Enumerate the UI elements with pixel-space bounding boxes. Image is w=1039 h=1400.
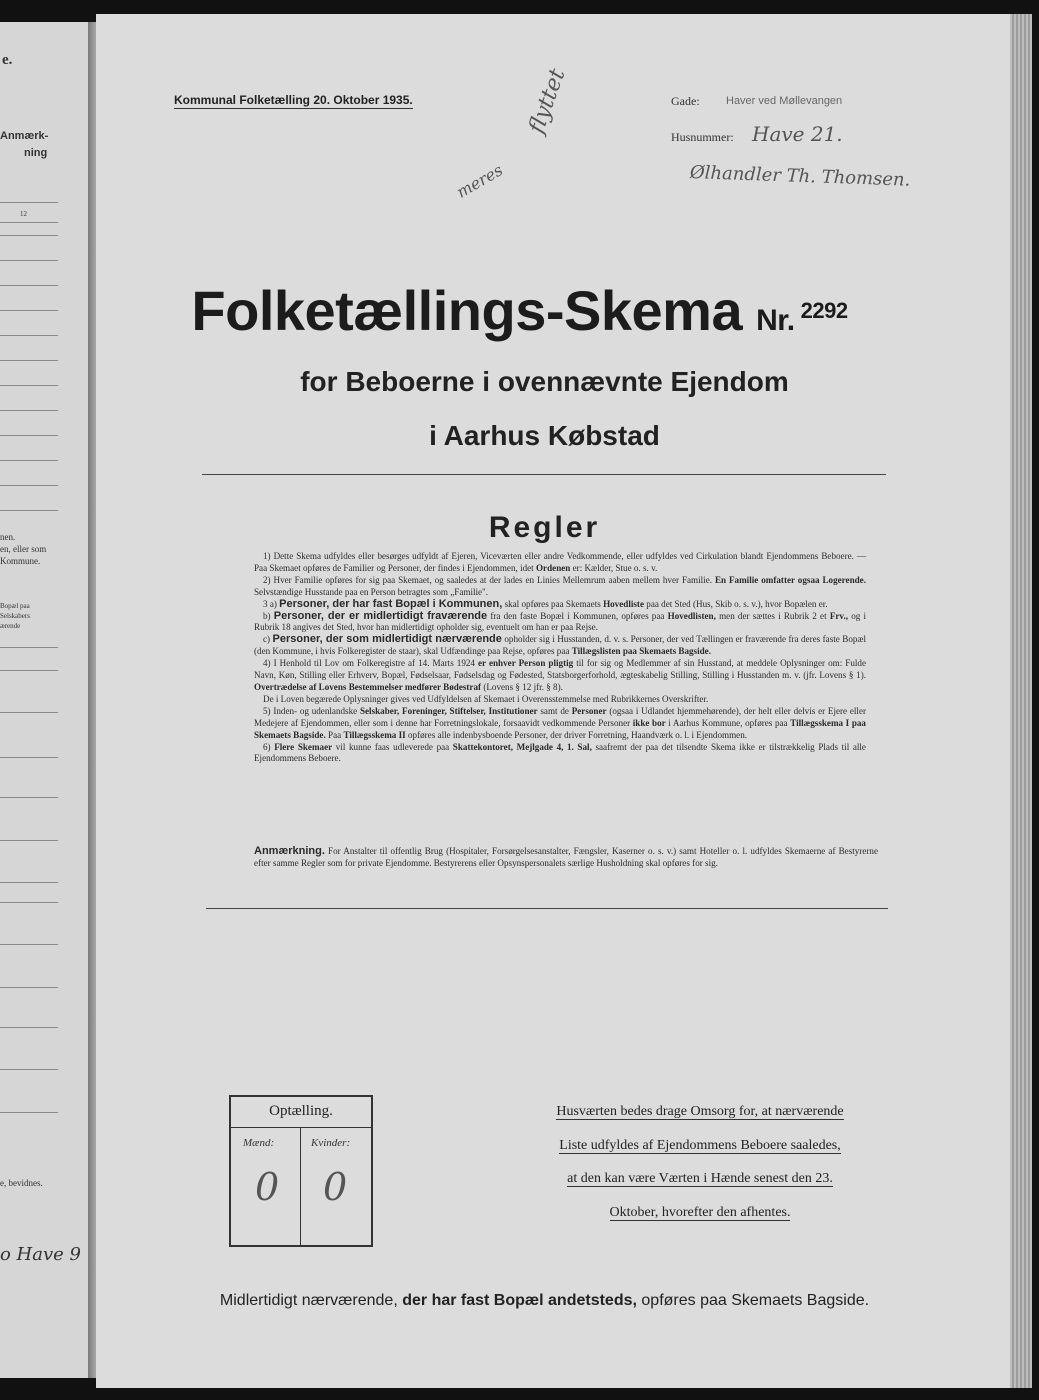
left-header-letter: e. <box>2 52 13 68</box>
form-nr-value: 2292 <box>800 298 848 323</box>
women-label: Kvinder: <box>311 1137 351 1149</box>
left-fragment: en, eller som <box>0 544 47 554</box>
street-value: Haver ved Møllevangen <box>726 95 843 107</box>
form-subtitle: for Beboerne i ovennævnte Ejendom <box>300 366 789 397</box>
rule-4-cont: De i Loven begærede Oplysninger gives ved Udfyldelsen af Skemaet i Overensstemmelse med Rubrikkernes Overskrifter. <box>263 693 709 704</box>
rule-3c: c) Personer, der som midlertidigt nærværende opholder sig i Husstanden, d. v. s. Personer, der ved Tællingen er fraværende fra deres faste Bopæl (den Kommune, i hvis Folkeregister de staar), skal Udfændinge paa Rejse, opføres paa Tillægslisten paa Skemaets Bagside. <box>254 633 867 657</box>
count-divider <box>300 1127 301 1245</box>
handwritten-meres: meres <box>453 160 507 202</box>
men-count: 0 <box>255 1165 280 1209</box>
count-divider <box>231 1127 371 1128</box>
rule-3a: 3 a) Personer, der har fast Bopæl i Kommunen, skal opføres paa Skemaets Hovedliste paa det Sted (Hus, Skib o. s. v.), hvor Bopælen er. <box>263 597 828 610</box>
remark-note <box>254 845 878 869</box>
form-subtitle-city: i Aarhus Købstad <box>429 420 660 451</box>
form-nr-label: Nr. <box>756 304 795 337</box>
divider <box>202 474 886 475</box>
rules-heading: Regler <box>488 511 601 544</box>
rules-body <box>254 551 866 765</box>
divider <box>206 908 888 909</box>
handwritten-owner: Ølhandler Th. Thomsen. <box>689 162 911 191</box>
left-fragment: nen. <box>0 532 16 542</box>
men-label: Mænd: <box>243 1137 275 1149</box>
left-handwriting: o Have 9 <box>0 1244 81 1265</box>
landlord-notice <box>524 1095 876 1229</box>
rule-1: 1) Dette Skema udfyldes eller besørges udfyldt af Ejeren, Viceværten eller andre Vedkommende, eller udfyldes ved Cirkulation blandt Ejendommens Beboere. — Paa Skemaet opføres de Familier og Personer, der findes i Ejendommen, idet Ordenen er: Kælder, Stue o. s. v. <box>254 551 866 573</box>
count-box <box>229 1095 373 1247</box>
rule-4: 4) I Henhold til Lov om Folkeregistre af 14. Marts 1924 er enhver Person pligtig til for sig og Medlemmer af sin Husstand, at meddele Oplysninger om: Fulde Navn, Køn, Stilling eller Erhverv, Bopæl, Fødselsaar, Fødselsdag og Fødested, Statsborgerforhold, ægteskabelig Stilling, Stilling i Husstanden m. v. (jfr. Lovens § 1). Overtrædelse af Lovens Bestemmelser medfører Bødestraf (Lovens § 12 jfr. § 8). <box>254 658 866 692</box>
landlord-line: Husværten bedes drage Omsorg for, at nærværende <box>556 1104 844 1119</box>
rule-6: 6) Flere Skemaer vil kunne faas udleverede paa Skattekontoret, Mejlgade 4, 1. Sal, saafremt der paa det tilsendte Skema ikke er tilstrækkelig Plads til alle Ejendommens Beboere. <box>254 741 866 764</box>
remark-label: Anmærkning. <box>254 845 325 857</box>
count-title: Optælling. <box>269 1103 333 1119</box>
landlord-line: Oktober, hvorefter den afhentes. <box>609 1204 791 1220</box>
left-fragment: e, bevidnes. <box>0 1178 43 1188</box>
house-number-label: Husnummer: <box>671 130 734 144</box>
left-fragment: ærende <box>0 622 21 630</box>
footer-note: Midlertidigt nærværende, der har fast Bopæl andetsteds, opføres paa Skemaets Bagside. <box>219 1292 870 1309</box>
rule-2: 2) Hver Familie opføres for sig paa Skemaet, og saaledes at der lades en Linies Mellemrum aaben mellem hver Familie. En Familie omfatter ogsaa Logerende. Selvstændige Husstande paa en Person betragtes som „Familie". <box>254 574 866 597</box>
rule-5: 5) Inden- og udenlandske Selskaber, Foreninger, Stiftelser, Institutioner samt de Personer (ogsaa i Udlandet hjemmehørende), der helt eller delvis er Ejere eller Medejere af Ejendommen, eller som i denne har Forretningslokale, forsaavidt vedkommende Personer ikke bor i Aarhus Kommune, opføres paa Tillægsskema I paa Skemaets Bagside. Paa Tillægsskema II opføres alle indenbysboende Personer, der driver Forretning, Haandværk o. l. i Ejendommen. <box>254 705 867 740</box>
landlord-line: at den kan være Værten i Hænde senest den 23. <box>567 1171 833 1186</box>
women-count: 0 <box>323 1165 348 1209</box>
left-fragment: Bopæl paa <box>0 602 30 610</box>
left-col-header-2: ning <box>24 147 48 159</box>
left-col-number: 12 <box>20 210 27 218</box>
rule-3b: b) Personer, der er midlertidigt fraværende fra den faste Bopæl i Kommunen, opføres paa Hovedlisten, men der sættes i Rubrik 2 et Frv., og i Rubrik 18 angives det Sted, hvor han midlertidigt opholder sig, eventuelt om han er paa Rejse. <box>254 609 867 633</box>
handwritten-flyttet: flyttet <box>524 65 571 137</box>
house-number-value: Have 21. <box>752 122 843 146</box>
left-col-header: Anmærk- <box>0 130 49 142</box>
form-title-main: Folketællings-Skema <box>191 279 743 342</box>
census-heading: Kommunal Folketælling 20. Oktober 1935. <box>174 93 413 107</box>
remark-text: For Anstalter til offentlig Brug (Hospitaler, Forsørgelsesanstalter, Fængsler, Kaserner o. s. v.) samt Hoteller o. l. udfyldes Skemaerne af Bestyrerne efter samme Regler som for private Ejendomme. Bestyrerens eller Opsynspersonalets særlige Husholdning skal opføres for sig. <box>254 846 878 868</box>
left-fragment: Selskabers <box>0 612 30 620</box>
page-edges <box>1010 14 1032 1388</box>
street-label: Gade: <box>671 94 700 108</box>
landlord-line: Liste udfyldes af Ejendommens Beboere saaledes, <box>559 1137 841 1153</box>
left-facing-page <box>0 22 88 1378</box>
left-fragment: Kommune. <box>0 556 41 566</box>
form-title <box>0 278 1039 343</box>
